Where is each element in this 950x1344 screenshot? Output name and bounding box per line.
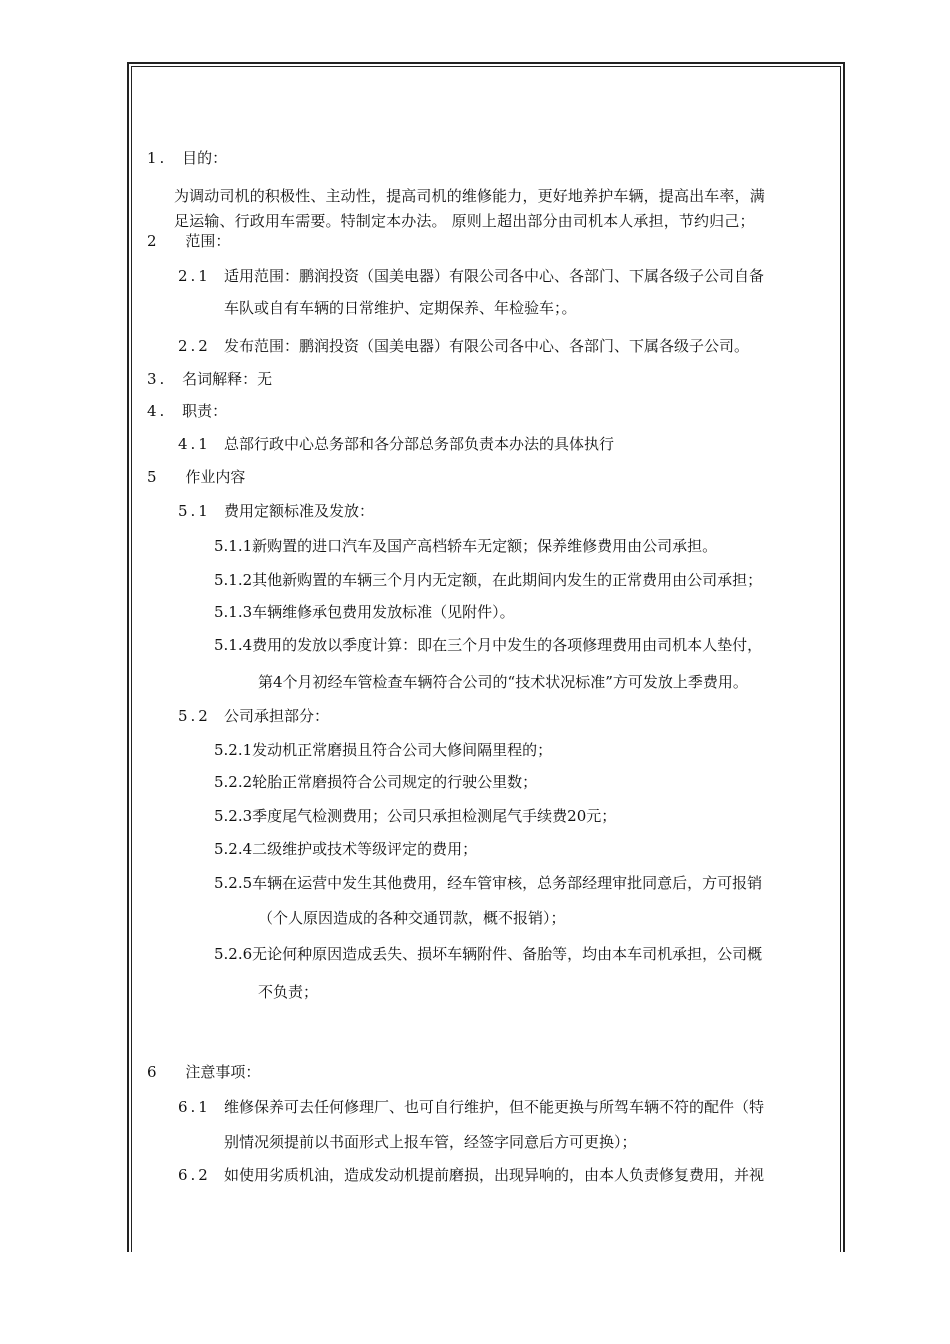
item-6-1 xyxy=(178,1097,764,1117)
item-5-1-text: 费用定额标准及发放： xyxy=(224,502,375,520)
section-4-title: 职责： xyxy=(182,402,228,420)
section-2-number: 2 xyxy=(147,232,157,250)
section-1-number: 1. xyxy=(147,149,168,167)
item-5-1-4-continued: 第4个月初经车管检查车辆符合公司的“技术状况标准”方可发放上季费用。 xyxy=(258,673,748,691)
item-2-2-text: 发布范围：鹏润投资（国美电器）有限公司各中心、各部门、下属各级子公司。 xyxy=(224,337,750,355)
item-5-2-text: 公司承担部分： xyxy=(224,707,330,725)
item-5-2-5: 5.2.5车辆在运营中发生其他费用，经车管审核，总务部经理审批同意后，方可报销 xyxy=(214,874,763,892)
item-6-1-number: 6.1 xyxy=(178,1098,211,1116)
item-6-1-continued: 别情况须提前以书面形式上报车管，经签字同意后方可更换）； xyxy=(224,1133,637,1151)
section-6-title: 注意事项： xyxy=(185,1063,261,1081)
section-4-heading xyxy=(147,401,227,421)
item-5-2-5-continued: （个人原因造成的各种交通罚款，概不报销）； xyxy=(258,909,566,927)
section-5-number: 5 xyxy=(147,468,157,486)
item-5-2-4: 5.2.4二级维护或技术等级评定的费用； xyxy=(214,840,478,858)
item-4-1-text: 总部行政中心总务部和各分部总务部负责本办法的具体执行 xyxy=(224,435,615,453)
item-5-2-6-continued: 不负责； xyxy=(258,983,319,1001)
section-1-title: 目的： xyxy=(182,149,228,167)
item-5-1-4: 5.1.4费用的发放以季度计算：即在三个月中发生的各项修理费用由司机本人垫付， xyxy=(214,636,763,654)
item-5-2-2: 5.2.2轮胎正常磨损符合公司规定的行驶公里数； xyxy=(214,773,538,791)
section-1-para-line-1: 为调动司机的积极性、主动性，提高司机的维修能力，更好地养护车辆，提高出车率，满 xyxy=(174,187,765,205)
section-3-number: 3. xyxy=(147,370,168,388)
section-4-number: 4. xyxy=(147,402,168,420)
item-4-1 xyxy=(178,434,614,454)
item-5-2 xyxy=(178,706,329,726)
section-2-heading xyxy=(147,231,230,251)
item-2-2-number: 2.2 xyxy=(178,337,211,355)
item-6-2-text: 如使用劣质机油，造成发动机提前磨损，出现异响的，由本人负责修复费用，并视 xyxy=(224,1166,765,1184)
item-4-1-number: 4.1 xyxy=(178,435,211,453)
item-5-2-6: 5.2.6无论何种原因造成丢失、损坏车辆附件、备胎等，均由本车司机承担，公司概 xyxy=(214,945,763,963)
item-5-1-3: 5.1.3车辆维修承包费用发放标准（见附件）。 xyxy=(214,603,515,621)
item-6-2-number: 6.2 xyxy=(178,1166,211,1184)
item-2-1-continued: 车队或自有车辆的日常维护、定期保养、年检验车；。 xyxy=(224,299,577,317)
item-5-1-number: 5.1 xyxy=(178,502,211,520)
section-1-para-line-2: 足运输、行政用车需要。特制定本办法。 原则上超出部分由司机本人承担，节约归己； xyxy=(174,212,755,230)
section-5-heading xyxy=(147,467,245,487)
item-2-1-number: 2.1 xyxy=(178,267,211,285)
section-6-heading xyxy=(147,1062,260,1082)
item-2-1 xyxy=(178,266,764,286)
item-2-1-text: 适用范围：鹏润投资（国美电器）有限公司各中心、各部门、下属各级子公司自备 xyxy=(224,267,765,285)
item-5-1 xyxy=(178,501,374,521)
item-5-2-number: 5.2 xyxy=(178,707,211,725)
item-6-2 xyxy=(178,1165,764,1185)
section-1-heading xyxy=(147,148,227,168)
item-5-2-1: 5.2.1发动机正常磨损且符合公司大修间隔里程的； xyxy=(214,741,553,759)
section-3-heading xyxy=(147,369,272,389)
section-6-number: 6 xyxy=(147,1063,157,1081)
section-2-title: 范围： xyxy=(185,232,231,250)
item-5-2-3: 5.2.3季度尾气检测费用；公司只承担检测尾气手续费20元； xyxy=(214,807,617,825)
item-6-1-text: 维修保养可去任何修理厂、也可自行维护，但不能更换与所驾车辆不符的配件（特 xyxy=(224,1098,765,1116)
section-3-title: 名词解释：无 xyxy=(182,370,273,388)
item-5-1-1: 5.1.1新购置的进口汽车及国产高档轿车无定额；保养维修费用由公司承担。 xyxy=(214,537,718,555)
item-2-2 xyxy=(178,336,749,356)
section-5-title: 作业内容 xyxy=(185,468,246,486)
item-5-1-2: 5.1.2其他新购置的车辆三个月内无定额，在此期间内发生的正常费用由公司承担； xyxy=(214,571,763,589)
